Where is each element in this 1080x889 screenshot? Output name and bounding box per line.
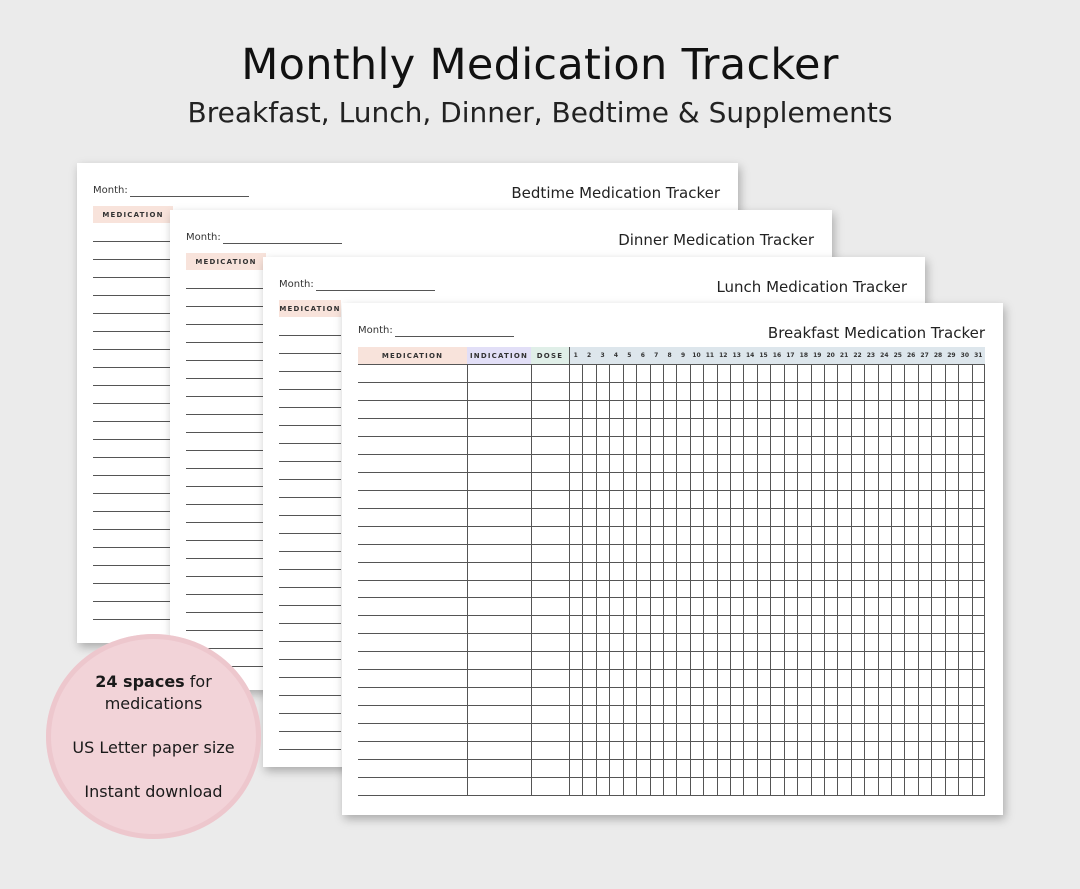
day-column-line — [676, 364, 677, 795]
day-number: 26 — [906, 352, 916, 359]
row-line — [279, 461, 341, 462]
day-column-line — [878, 364, 879, 795]
day-column-line — [864, 364, 865, 795]
day-column-line — [757, 364, 758, 795]
breakfast-tracker-sheet — [342, 303, 1003, 815]
badge-spaces-rest: for — [184, 671, 212, 691]
row-line — [279, 551, 341, 552]
day-column-line — [596, 364, 597, 795]
row-line — [279, 587, 341, 588]
row-line — [93, 313, 173, 314]
row-line — [279, 353, 341, 354]
day-column-line — [984, 364, 985, 795]
row-line — [186, 288, 266, 289]
row-line — [93, 601, 173, 602]
day-column-line — [663, 364, 664, 795]
day-number: 16 — [772, 352, 782, 359]
medication-column-header — [93, 206, 173, 223]
day-number: 21 — [839, 352, 849, 359]
row-line — [279, 425, 341, 426]
day-number: 10 — [692, 352, 701, 359]
medication-header-label: MEDICATION — [102, 210, 164, 219]
day-number: 14 — [745, 352, 755, 359]
month-label: Month: — [279, 279, 314, 290]
day-column-line — [972, 364, 973, 795]
row-line — [279, 371, 341, 372]
day-number: 23 — [866, 352, 876, 359]
sheet-title: Dinner Medication Tracker — [618, 231, 814, 249]
row-line — [93, 421, 173, 422]
row-line — [186, 612, 266, 613]
day-number: 31 — [974, 352, 983, 359]
row-line — [93, 403, 173, 404]
row-line — [93, 547, 173, 548]
row-line — [279, 605, 341, 606]
grid-row-line — [358, 795, 985, 796]
row-line — [186, 306, 266, 307]
day-number: 30 — [960, 352, 970, 359]
day-number: 24 — [880, 352, 889, 359]
day-column-line — [636, 364, 637, 795]
day-number: 3 — [600, 352, 605, 359]
day-number: 19 — [813, 352, 822, 359]
day-number: 9 — [680, 352, 686, 359]
badge-spaces-line — [95, 671, 212, 693]
row-line — [186, 630, 266, 631]
medication-column-header — [186, 253, 266, 270]
row-line — [93, 619, 173, 620]
day-number: 8 — [667, 352, 672, 359]
day-number: 17 — [786, 352, 795, 359]
row-line — [186, 576, 266, 577]
row-line — [279, 695, 341, 696]
row-line — [93, 565, 173, 566]
row-line — [279, 623, 341, 624]
sheet-title: Lunch Medication Tracker — [716, 278, 907, 296]
day-column-line — [770, 364, 771, 795]
badge-spaces-bold: 24 spaces — [95, 671, 185, 691]
row-line — [279, 443, 341, 444]
row-line — [279, 407, 341, 408]
row-line — [186, 396, 266, 397]
month-line — [316, 290, 435, 291]
day-number: 15 — [759, 352, 768, 359]
row-line — [186, 378, 266, 379]
tracker-grid — [358, 347, 985, 795]
day-column-line — [784, 364, 785, 795]
day-number: 7 — [654, 352, 659, 359]
row-line — [93, 475, 173, 476]
day-number: 18 — [799, 352, 808, 359]
row-line — [93, 529, 173, 530]
row-line — [279, 731, 341, 732]
row-line — [186, 594, 266, 595]
row-line — [186, 414, 266, 415]
page-subtitle: Breakfast, Lunch, Dinner, Bedtime & Supplements — [187, 96, 893, 129]
row-line — [93, 259, 173, 260]
row-line — [186, 504, 266, 505]
day-column-line — [703, 364, 704, 795]
row-line — [186, 558, 266, 559]
row-line — [186, 522, 266, 523]
day-column-line — [824, 364, 825, 795]
day-number: 6 — [640, 352, 645, 359]
month-line — [395, 336, 514, 337]
sheet-title: Bedtime Medication Tracker — [511, 184, 720, 202]
row-line — [279, 497, 341, 498]
day-number: 11 — [705, 352, 715, 359]
row-line — [93, 367, 173, 368]
medication-header-label: MEDICATION — [381, 351, 444, 360]
row-line — [279, 335, 341, 336]
row-line — [279, 515, 341, 516]
row-line — [93, 385, 173, 386]
row-line — [186, 360, 266, 361]
day-column-line — [650, 364, 651, 795]
day-column-line — [811, 364, 812, 795]
row-line — [186, 468, 266, 469]
row-line — [93, 439, 173, 440]
day-number: 5 — [627, 352, 632, 359]
row-line — [186, 342, 266, 343]
day-number: 2 — [587, 352, 592, 359]
badge-medications-line: medications — [104, 693, 203, 713]
row-line — [186, 324, 266, 325]
badge-instant-download: Instant download — [84, 781, 223, 801]
day-column-line — [690, 364, 691, 795]
row-line — [186, 540, 266, 541]
day-number: 22 — [853, 352, 862, 359]
day-column-line — [891, 364, 892, 795]
row-line — [279, 659, 341, 660]
day-number: 13 — [732, 352, 741, 359]
row-line — [93, 583, 173, 584]
row-line — [93, 331, 173, 332]
row-line — [93, 295, 173, 296]
day-number: 28 — [933, 352, 943, 359]
column-divider — [531, 364, 532, 795]
day-number: 1 — [573, 352, 578, 359]
features-badge — [46, 634, 261, 839]
row-line — [93, 457, 173, 458]
row-line — [279, 749, 341, 750]
row-line — [93, 277, 173, 278]
day-column-line — [582, 364, 583, 795]
month-label: Month: — [186, 232, 221, 243]
row-line — [93, 511, 173, 512]
day-number: 25 — [893, 352, 902, 359]
day-column-line — [945, 364, 946, 795]
month-label: Month: — [358, 325, 393, 336]
day-column-line — [931, 364, 932, 795]
column-divider — [467, 364, 468, 795]
medication-header-label: MEDICATION — [195, 257, 257, 266]
row-line — [279, 389, 341, 390]
day-column-line — [904, 364, 905, 795]
row-line — [93, 349, 173, 350]
day-column-line — [797, 364, 798, 795]
page-title: Monthly Medication Tracker — [241, 40, 839, 90]
day-column-line — [623, 364, 624, 795]
row-line — [279, 641, 341, 642]
row-line — [186, 450, 266, 451]
day-column-line — [851, 364, 852, 795]
dose-header-label: DOSE — [536, 351, 564, 360]
day-number: 20 — [826, 352, 835, 359]
medication-column-header — [279, 300, 341, 317]
indication-header-label: INDICATION — [469, 351, 529, 360]
day-column-line — [743, 364, 744, 795]
medication-header-label: MEDICATION — [279, 304, 341, 313]
day-number: 12 — [719, 352, 728, 359]
row-line — [186, 432, 266, 433]
month-label: Month: — [93, 185, 128, 196]
day-column-line — [837, 364, 838, 795]
badge-paper-size: US Letter paper size — [72, 737, 235, 757]
day-column-line — [958, 364, 959, 795]
row-line — [93, 241, 173, 242]
day-column-line — [918, 364, 919, 795]
sheet-title: Breakfast Medication Tracker — [767, 324, 985, 342]
row-line — [279, 569, 341, 570]
day-number: 27 — [920, 352, 929, 359]
day-column-line — [730, 364, 731, 795]
row-line — [93, 493, 173, 494]
day-column-line — [609, 364, 610, 795]
day-number: 4 — [613, 352, 619, 359]
month-line — [223, 243, 342, 244]
column-divider — [569, 347, 570, 795]
row-line — [279, 713, 341, 714]
row-line — [279, 677, 341, 678]
day-number: 29 — [947, 352, 956, 359]
row-line — [279, 533, 341, 534]
row-line — [186, 486, 266, 487]
month-line — [130, 196, 249, 197]
row-line — [279, 479, 341, 480]
day-column-line — [717, 364, 718, 795]
